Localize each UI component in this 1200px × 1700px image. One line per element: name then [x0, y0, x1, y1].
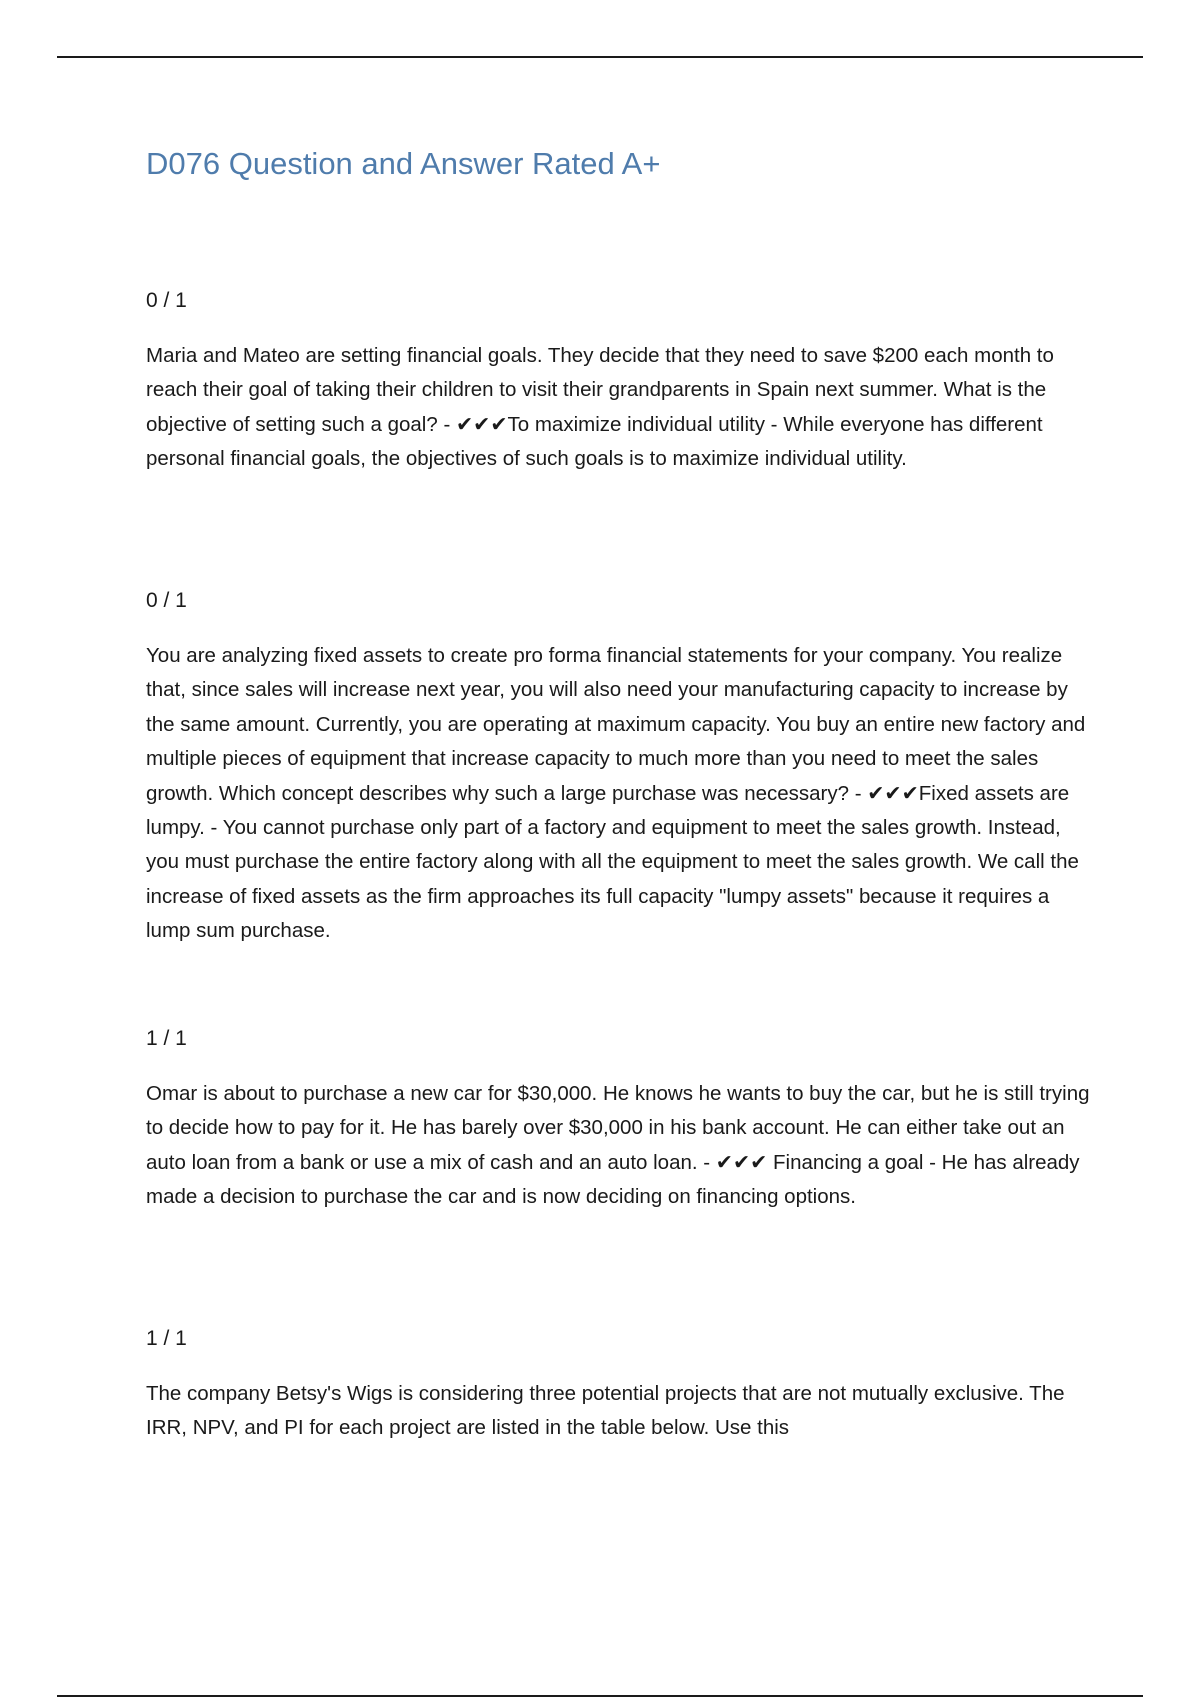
- question-score: 0 / 1: [146, 289, 187, 312]
- question-score: 0 / 1: [146, 589, 187, 612]
- question-answer-text: Omar is about to purchase a new car for $30,000. He knows he wants to buy the car, but he is still trying to decide how to pay for it. He has barely over $30,000 in his bank account. He can either take out an auto loan from a bank or use a mix of cash and an auto loan. - ✔✔✔ Financing a goal - He has already made a decision to purchase the car and is now deciding on financing options.: [146, 1082, 1090, 1209]
- header-rule: [57, 56, 1143, 58]
- question-score: 1 / 1: [146, 1327, 187, 1350]
- question-answer-text: Maria and Mateo are setting financial goals. They decide that they need to save $200 each month to reach their goal of taking their children to visit their grandparents in Spain next summer. What is the objective of setting such a goal? - ✔✔✔To maximize individual utility - While everyone has different personal financial goals, the objectives of such goals is to maximize individual utility.: [146, 344, 1054, 471]
- document-title: D076 Question and Answer Rated A+: [146, 146, 661, 181]
- question-score: 1 / 1: [146, 1027, 187, 1050]
- question-answer-text: The company Betsy's Wigs is considering three potential projects that are not mutually exclusive. The IRR, NPV, and PI for each project are listed in the table below. Use this: [146, 1382, 1065, 1440]
- question-answer-text: You are analyzing fixed assets to create pro forma financial statements for your company. You realize that, since sales will increase next year, you will also need your manufacturing capacity to increase by the same amount. Currently, you are operating at maximum capacity. You buy an entire new factory and multiple pieces of equipment that increase capacity to much more than you need to meet the sales growth. Which concept describes why such a large purchase was necessary? - ✔✔✔Fixed assets are lumpy. - You cannot purchase only part of a factory and equipment to meet the sales growth. Instead, you must purchase the entire factory along with all the equipment to meet the sales growth. We call the increase of fixed assets as the firm approaches its full capacity "lumpy assets" because it requires a lump sum purchase.: [146, 644, 1086, 943]
- footer-rule: [57, 1695, 1143, 1697]
